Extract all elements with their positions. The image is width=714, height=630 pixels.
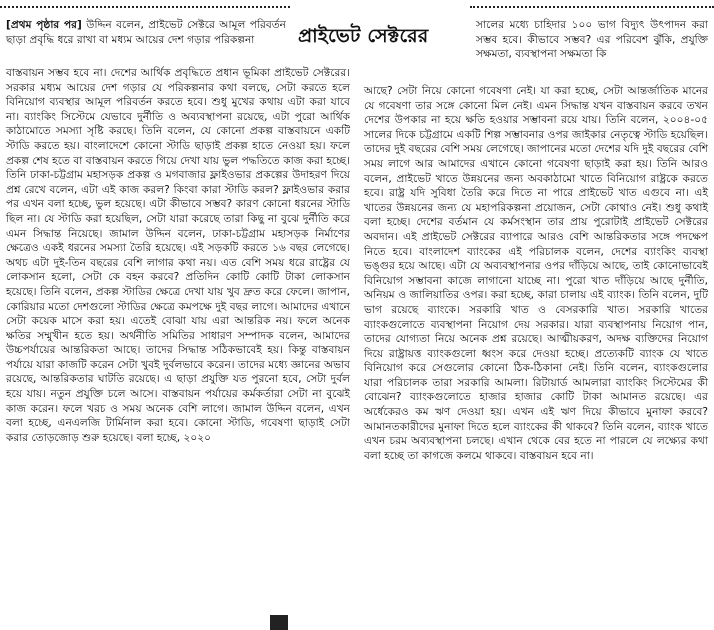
- continued-kicker: [প্রথম পৃষ্ঠার পর]: [6, 19, 82, 31]
- next-headline-fragment: [270, 615, 288, 630]
- top-rule-left: [0, 6, 290, 8]
- intro-paragraph: [6, 18, 286, 47]
- column-right-top: সালের মধ্যে চাহিদার ১০০ ভাগ বিদ্যুৎ উৎপাদন করা সম্ভব হবে। কীভাবে সম্ভব? এর পরিবেশ ঝুঁকি, প্রযুক্তি সক্ষমতা, ব্যবস্থাপনা সক্ষমতা কি: [476, 19, 708, 61]
- article-column-left: [6, 66, 350, 445]
- top-rule-right: [470, 6, 714, 8]
- headline: প্রাইভেট সেক্টরের: [298, 25, 429, 47]
- article-column-right: [364, 84, 708, 463]
- article-body-right: আছে? সেটা নিয়ে কোনো গবেষণা নেই। যা করা হচ্ছে, সেটা আন্তর্জাতিক মানের যে গবেষণা তার সঙ্গে কোনো মিল নেই। এমন সিদ্ধান্ত যখন বাস্তবায়ন করবে তখন দেশের উপকার না হয়ে ক্ষতি হওয়ার সম্ভাবনা রয়ে যায়। তিনি বলেন, ২০০৪-০৫ সালের দিকে চট্টগ্রামে একটি শিল্প সম্ভাবনার ওপর জাইকার নেতৃত্বে স্টাডি হয়েছিল। তাদের দুই বছরের বেশি সময় লেগেছে। জাপানের মতো দেশের যদি দুই বছরের বেশি সময় লাগে আর আমাদের এখানে কোনো গবেষণা ছাড়াই করা হয়। তিনি আরও বলেন, প্রাইভেট খাতে উন্নয়নের জন্য অবকাঠামো খাতে বিনিয়োগ রাষ্ট্রকে করতে হবে। রাষ্ট্র যদি সুবিধা তৈরি করে দিতে না পারে প্রাইভেট খাত এগুবে না। এই খাতের উন্নয়নের জন্য যে মহাপরিকল্পনা প্রয়োজন, সেটা কোথাও নেই। শুধু কথাই বলা হচ্ছে। দেশের বর্তমান যে কর্মসংস্থান তার প্রায় পুরোটাই প্রাইভেট সেক্টরের অবদান। এই প্রাইভেট সেক্টরের ব্যাপারে আরও বেশি আন্তরিকতার সঙ্গে পদক্ষেপ নিতে হবে। বাংলাদেশ ব্যাংকের এই পরিচালক বলেন, দেশের ব্যাংকিং ব্যবস্থা ভঙ্গুর হয়ে আছে। এটা যে অব্যবস্থাপনার ওপর দাঁড়িয়ে আছে, তাই কোনোভাবেই বিনিয়োগ সম্ভাবনা কাজে লাগানো যাচ্ছে না। পুরো খাত দাঁড়িয়ে আছে দুর্নীতি, অনিয়ম ও জালিয়াতির ওপর। করা হচ্ছে, কারা চালায় এই ব্যাংক। তিনি বলেন, দুটি ভাগ রয়েছে ব্যাংকে। সরকারি খাত ও বেসরকারি খাত। সরকারি খাতের ব্যাংকগুলোতে ব্যবস্থাপনা নিয়োগ দেয় সরকার। যারা ব্যবস্থাপনায় নিয়োগ পান, তাদের যোগ্যতা নিয়ে অনেক প্রশ্ন রয়েছে। আত্মীয়করণ, অদক্ষ ব্যক্তিদের নিয়োগ দিয়ে রাষ্ট্রায়ত্ত ব্যাংকগুলো ধ্বংস করে দেওয়া হচ্ছে। প্রত্যেকটি ব্যাংক যে খাতে বিনিয়োগ করে সেগুলোর কোনো ঠিক-ঠিকানা নেই। তিনি বলেন, ব্যাংকগুলোর যারা পরিচালক তারা সরকারি আমলা। রিটায়ার্ড আমলারা ব্যাংকিং সিস্টেমের কী বোঝেন? ব্যাংকগুলোতে হাজার হাজার কোটি টাকা আমানত রয়েছে। এর অর্ধেকেরও কম ঋণ দেওয়া হয়। এখন এই ঋণ দিয়ে কীভাবে মুনাফা করবে? আমানতকারীদের মুনাফা দিতে হলে ব্যাংকের কী থাকবে? তিনি বলেন, ব্যাংক খাতে এখন চরম অব্যবস্থাপনা চলছে। এখান থেকে বের হতে না পারলে যে লক্ষ্যের কথা বলা হচ্ছে তা কাগজে কলমে থাকবে। বাস্তবায়ন হবে না।: [364, 85, 708, 462]
- intro-text: উদ্দিন বলেন, প্রাইভেট সেক্টরে আমূল পরিবর্তন ছাড়া প্রবৃদ্ধি ধরে রাখা বা মধ্যম আয়ের দেশ গড়ার পরিকল্পনা: [6, 19, 286, 46]
- article-body-left: বাস্তবায়ন সম্ভব হবে না। দেশের আর্থিক প্রবৃদ্ধিতে প্রধান ভূমিকা প্রাইভেট সেক্টরের। সরকার মধ্যম আয়ের দেশ গড়ার যে পরিকল্পনার কথা বলছে, সেটা করতে হলে বিনিয়োগ ব্যবস্থার আমূল পরিবর্তন করতে হবে। শুধু মুখের কথায় এটা করা যাবে না। ব্যাংকিং সিস্টেমে যেভাবে দুর্নীতি ও অব্যবস্থাপনা রয়েছে, এটা পুরো আর্থিক কাঠামোতে সমস্যা সৃষ্টি করছে। তিনি বলেন, যে কোনো প্রকল্প বাস্তবায়নে একটি স্টাডি করতে হয়। বাংলাদেশে কোনো স্টাডি ছাড়াই প্রকল্প হাতে নেওয়া হয়। ফলে প্রকল্প শেষ হতে বা বাস্তবায়ন করতে গিয়ে দেখা যায় ভুল পদ্ধতিতে কাজ করা হচ্ছে। তিনি ঢাকা-চট্টগ্রাম মহাসড়ক প্রকল্প ও মগবাজার ফ্লাইওভার প্রকল্পের উদাহরণ দিয়ে প্রশ্ন রেখে বলেন, এটা এই কাজ করল? কিংবা কারা স্টাডি করল? ফ্লাইওভার করার পর এখন বলা হচ্ছে, ভুল হয়েছে। এটা কীভাবে সম্ভব? কারণ কোনো ধরনের স্টাডি ছিল না। যে স্টাডি করা হয়েছিল, সেটা যারা করেছে তারা কিছু না বুঝে দুর্নীতি করে এমন সিদ্ধান্ত নিয়েছে। জামাল উদ্দিন বলেন, ঢাকা-চট্টগ্রাম মহাসড়ক নির্মাণের ক্ষেত্রেও একই ধরনের সমস্যা তৈরি হয়েছে। এই সড়কটি করতে ১৬ বছর লেগেছে। অথচ এটা দুই-তিন বছরের বেশি লাগার কথা নয়। এত বেশি সময় ধরে রাষ্ট্রের যে লোকসান হলো, সেটা কে বহন করবে? প্রতিদিন কোটি কোটি টাকা লোকসান হয়েছে। তিনি বলেন, প্রকল্প স্টাডির ক্ষেত্রে দেখা যায় খুব দ্রুত করে ফেলে। জাপান, কোরিয়ার মতো দেশগুলো স্টাডির ক্ষেত্রে কমপক্ষে দুই বছর লাগে। আমাদের এখানে সেটা কয়েক মাসে করা হয়। এতেই বোঝা যায় এরা আন্তরিক নয়। ফলে অনেক ক্ষতির সম্মুখীন হতে হয়। অর্থনীতি সমিতির সাধারণ সম্পাদক বলেন, আমাদের উচ্চপর্যায়ের আন্তরিকতা আছে। তাদের সিদ্ধান্ত সঠিকভাবেই হয়। কিন্তু বাস্তবায়ন পর্যায়ে যারা কাজটি করেন সেটা খুবই দুর্বলভাবে করেন। তাদের মধ্যে জ্ঞানের অভাব রয়েছে, আন্তরিকতার ঘাটতি রয়েছে। এ ছাড়া প্রযুক্তি যত পুরনো হবে, সেটা দুর্বল হয়ে যায়। নতুন প্রযুক্তি চলে আসে। বাস্তবায়ন পর্যায়ের কর্মকর্তারা সেটা না বুঝেই কাজ করেন। ফলে খরচ ও সময় অনেক বেশি লাগে। জামাল উদ্দিন বলেন, এখন বলা হচ্ছে, এনএলজি টার্মিনাল করা হবে। কোনো স্টাডি, গবেষণা ছাড়াই সেটা করার তোড়জোড় শুরু হয়েছে। বলা হচ্ছে, ২০২০: [6, 67, 350, 444]
